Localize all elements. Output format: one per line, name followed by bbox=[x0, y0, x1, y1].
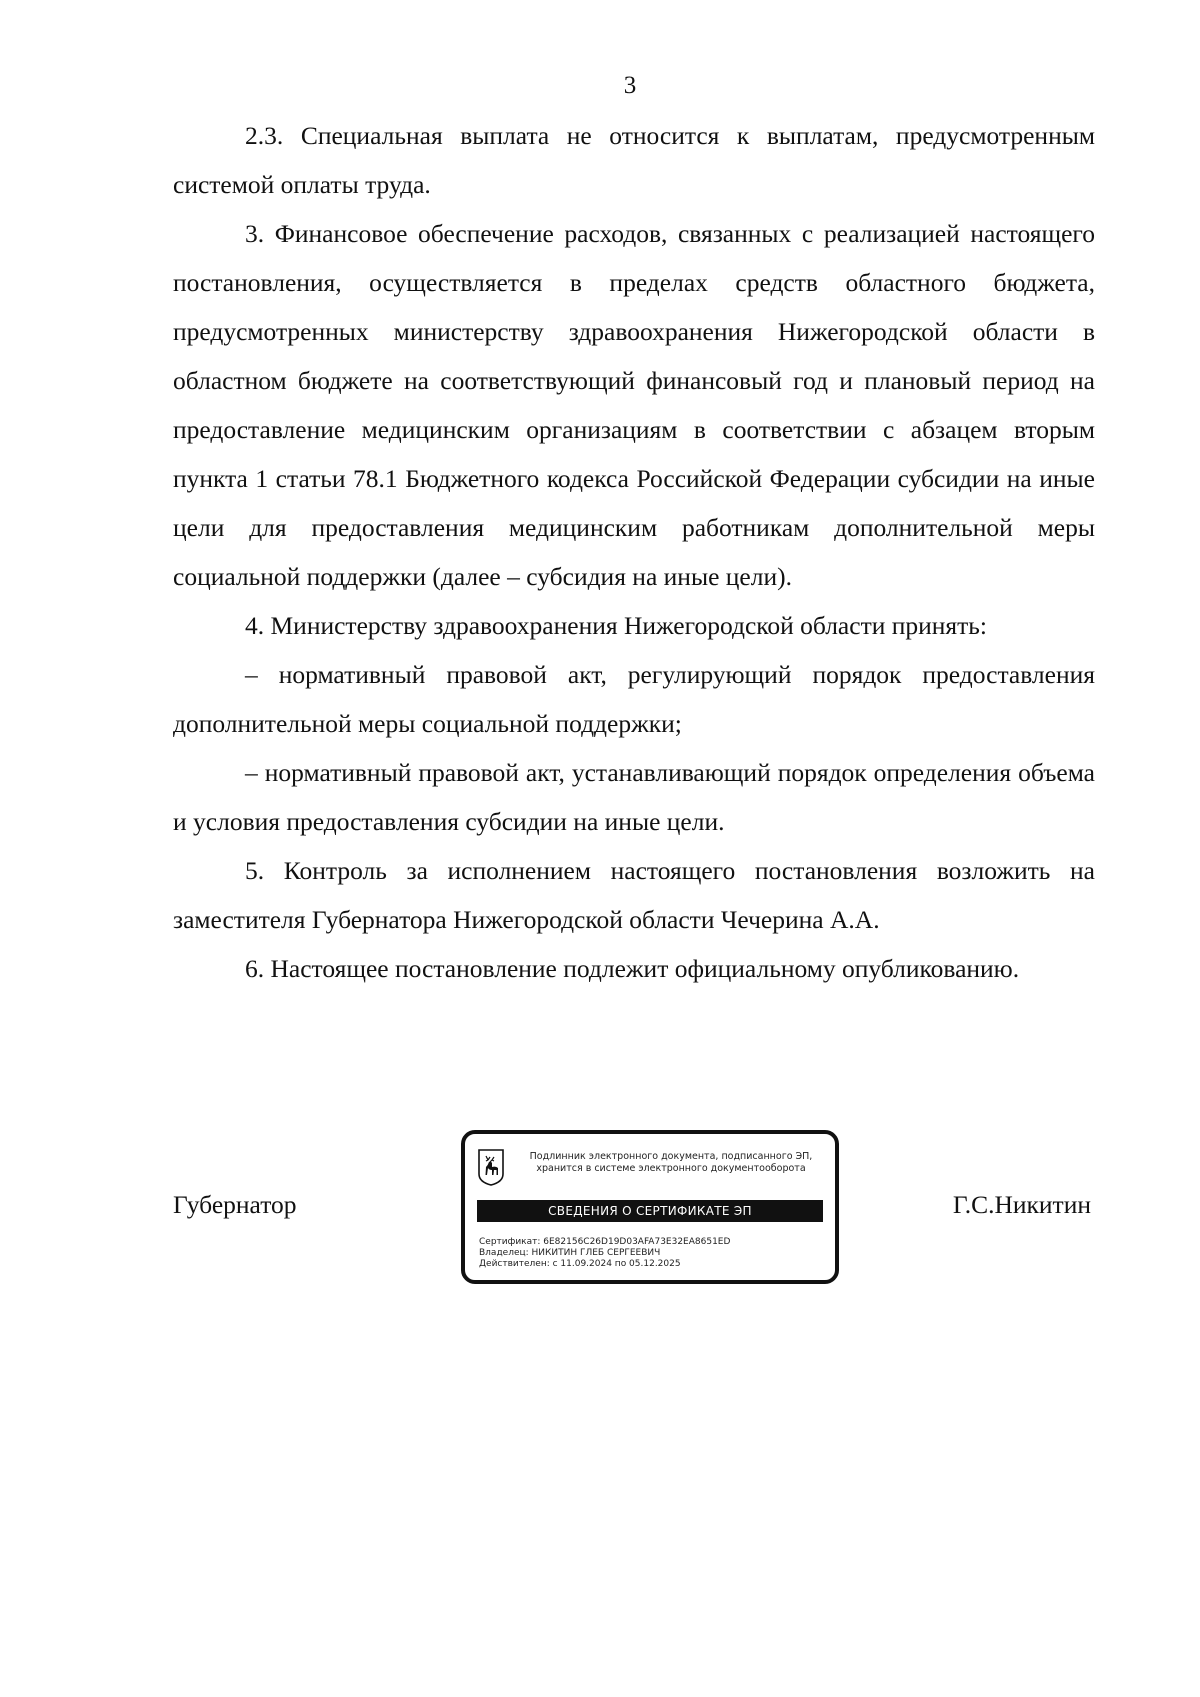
deer-coat-of-arms-icon bbox=[477, 1148, 505, 1186]
paragraph-4: 4. Министерству здравоохранения Нижегородской области принять: bbox=[245, 611, 988, 640]
certificate-details bbox=[479, 1237, 829, 1270]
certificate-owner: Владелец: НИКИТИН ГЛЕБ СЕРГЕЕВИЧ bbox=[479, 1248, 661, 1258]
stamp-header-line-1: Подлинник электронного документа, подписанного ЭП, bbox=[529, 1151, 813, 1162]
paragraph-4-item-1: – нормативный правовой акт, регулирующий порядок предоставления дополнительной меры социальной поддержки; bbox=[173, 660, 1095, 738]
certificate-info-bar: СВЕДЕНИЯ О СЕРТИФИКАТЕ ЭП bbox=[477, 1200, 823, 1222]
document-body bbox=[173, 111, 1095, 993]
certificate-number: Сертификат: 6E82156C26D19D03AFA73E32EA8651ED bbox=[479, 1237, 731, 1247]
electronic-signature-stamp bbox=[461, 1130, 839, 1284]
page-number: 3 bbox=[623, 72, 637, 99]
paragraph-4-item-2: – нормативный правовой акт, устанавливающий порядок определения объема и условия предоставления субсидии на иные цели. bbox=[173, 758, 1095, 836]
certificate-validity: Действителен: с 11.09.2024 по 05.12.2025 bbox=[479, 1259, 681, 1269]
stamp-header bbox=[509, 1151, 833, 1175]
paragraph-5: 5. Контроль за исполнением настоящего постановления возложить на заместителя Губернатора Нижегородской области Чечерина А.А. bbox=[173, 856, 1095, 934]
signature-block bbox=[173, 1130, 1095, 1300]
signatory-title: Губернатор bbox=[173, 1190, 297, 1219]
signatory-name: Г.С.Никитин bbox=[952, 1190, 1091, 1219]
paragraph-3: 3. Финансовое обеспечение расходов, связанных с реализацией настоящего постановления, осуществляется в пределах средств областного бюджета, предусмотренных министерству здравоохранения Нижегородской области в областном бюджете на соответствующий финансовый год и плановый период на предоставление медицинским организациям в соответствии с абзацем вторым пункта 1 статьи 78.1 Бюджетного кодекса Российской Федерации субсидии на иные цели для предоставления медицинским работникам дополнительной меры социальной поддержки (далее – субсидия на иные цели). bbox=[173, 219, 1095, 591]
paragraph-2-3: 2.3. Специальная выплата не относится к выплатам, предусмотренным системой оплаты труда. bbox=[173, 121, 1095, 199]
paragraph-6: 6. Настоящее постановление подлежит официальному опубликованию. bbox=[245, 954, 1020, 983]
stamp-header-line-2: хранится в системе электронного документооборота bbox=[536, 1163, 806, 1174]
